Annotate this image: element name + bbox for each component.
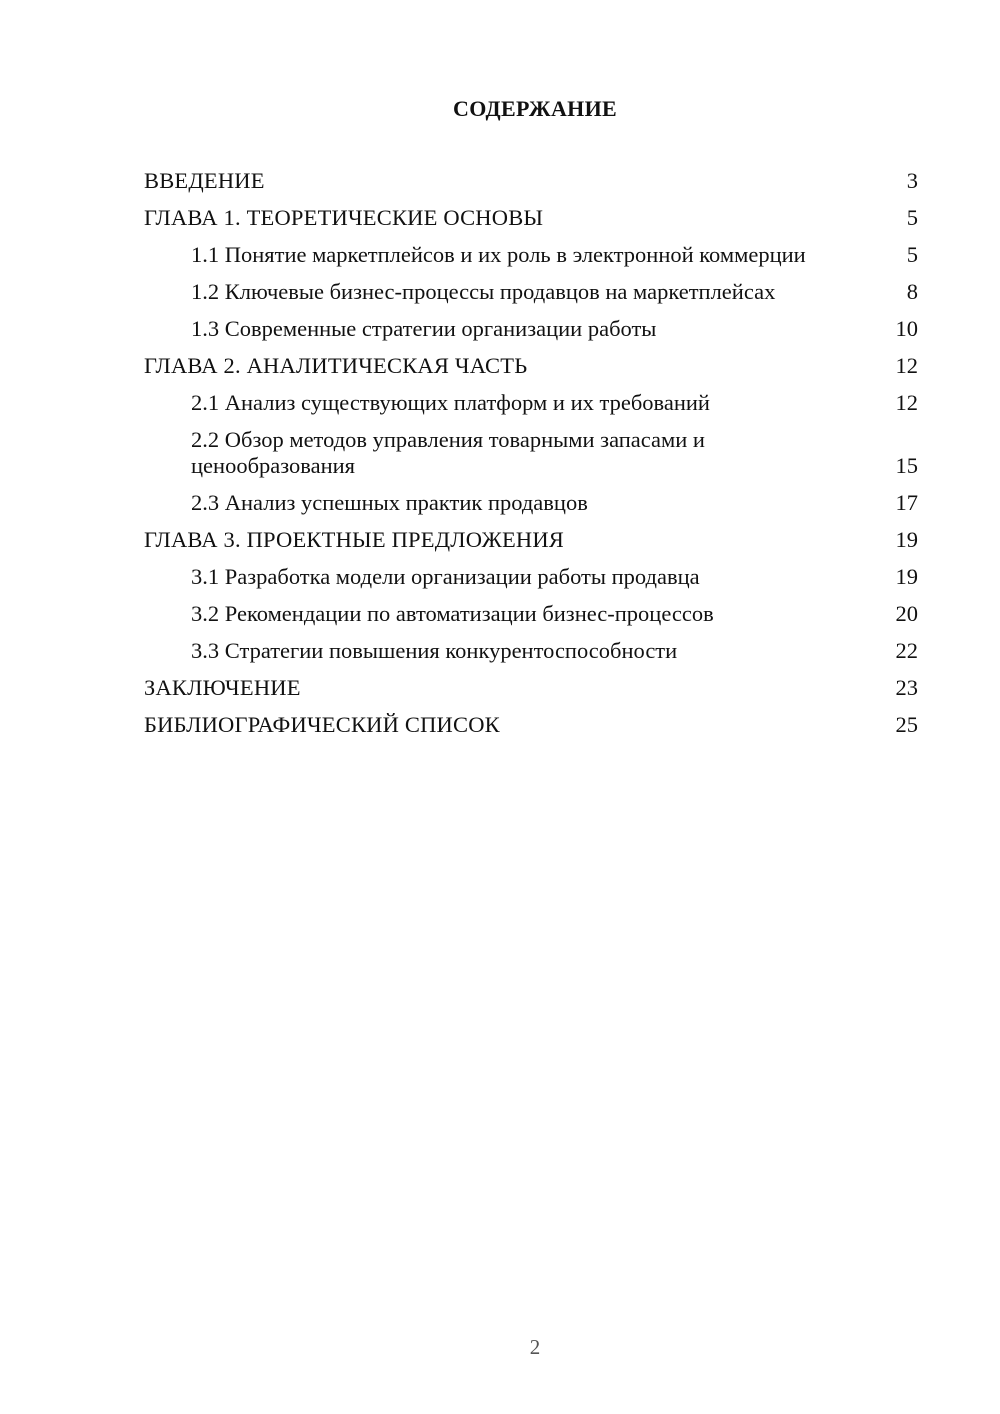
toc-entry-label: 2.2 Обзор методов управления товарными запасами и ценообразования xyxy=(191,427,705,478)
toc-entry-label: 2.1 Анализ существующих платформ и их требований xyxy=(191,390,710,415)
toc-entry-label: 3.2 Рекомендации по автоматизации бизнес-процессов xyxy=(191,601,714,626)
toc-entry-section-1-3 xyxy=(144,316,918,342)
toc-entry-label: БИБЛИОГРАФИЧЕСКИЙ СПИСОК xyxy=(144,712,500,737)
toc-entry-label: 2.3 Анализ успешных практик продавцов xyxy=(191,490,588,515)
document-title: СОДЕРЖАНИЕ xyxy=(453,96,617,121)
toc-entry-section-1-2 xyxy=(144,279,918,305)
toc-entry-page: 12 xyxy=(895,390,918,415)
toc-entry-label: 3.1 Разработка модели организации работы продавца xyxy=(191,564,700,589)
toc-entry-label: ГЛАВА 2. АНАЛИТИЧЕСКАЯ ЧАСТЬ xyxy=(144,353,528,378)
toc-entry-chapter-1 xyxy=(144,205,918,231)
toc-entry-conclusion xyxy=(144,675,918,701)
table-of-contents xyxy=(144,168,918,749)
toc-entry-page: 12 xyxy=(895,353,918,378)
toc-entry-page: 5 xyxy=(906,242,918,267)
toc-entry-page: 19 xyxy=(895,564,918,589)
toc-entry-page: 19 xyxy=(895,527,918,552)
toc-entry-page: 15 xyxy=(895,453,918,478)
toc-entry-label: 1.2 Ключевые бизнес-процессы продавцов на маркетплейсах xyxy=(191,279,776,304)
toc-entry-page: 17 xyxy=(895,490,918,515)
toc-entry-page: 8 xyxy=(906,279,918,304)
toc-entry-page: 22 xyxy=(895,638,918,663)
toc-entry-bibliography xyxy=(144,712,918,738)
toc-entry-label: 1.1 Понятие маркетплейсов и их роль в электронной коммерции xyxy=(191,242,806,267)
page-number: 2 xyxy=(529,1335,541,1359)
toc-entry-section-1-1 xyxy=(144,242,918,268)
toc-entry-introduction xyxy=(144,168,918,194)
toc-entry-section-3-3 xyxy=(144,638,918,664)
toc-entry-page: 23 xyxy=(895,675,918,700)
toc-entry-page: 25 xyxy=(895,712,918,737)
toc-entry-section-2-3 xyxy=(144,490,918,516)
toc-entry-label: ЗАКЛЮЧЕНИЕ xyxy=(144,675,301,700)
toc-entry-label: 1.3 Современные стратегии организации работы xyxy=(191,316,657,341)
toc-entry-page: 20 xyxy=(895,601,918,626)
toc-entry-label: ВВЕДЕНИЕ xyxy=(144,168,265,193)
toc-entry-section-2-1 xyxy=(144,390,918,416)
toc-entry-chapter-2 xyxy=(144,353,918,379)
toc-entry-section-3-1 xyxy=(144,564,918,590)
toc-entry-section-2-2 xyxy=(144,427,918,479)
toc-entry-chapter-3 xyxy=(144,527,918,553)
toc-entry-page: 10 xyxy=(895,316,918,341)
toc-entry-label: ГЛАВА 1. ТЕОРЕТИЧЕСКИЕ ОСНОВЫ xyxy=(144,205,544,230)
toc-entry-label: 3.3 Стратегии повышения конкурентоспособности xyxy=(191,638,678,663)
toc-entry-label: ГЛАВА 3. ПРОЕКТНЫЕ ПРЕДЛОЖЕНИЯ xyxy=(144,527,565,552)
toc-entry-section-3-2 xyxy=(144,601,918,627)
toc-entry-page: 3 xyxy=(906,168,918,193)
toc-entry-page: 5 xyxy=(906,205,918,230)
